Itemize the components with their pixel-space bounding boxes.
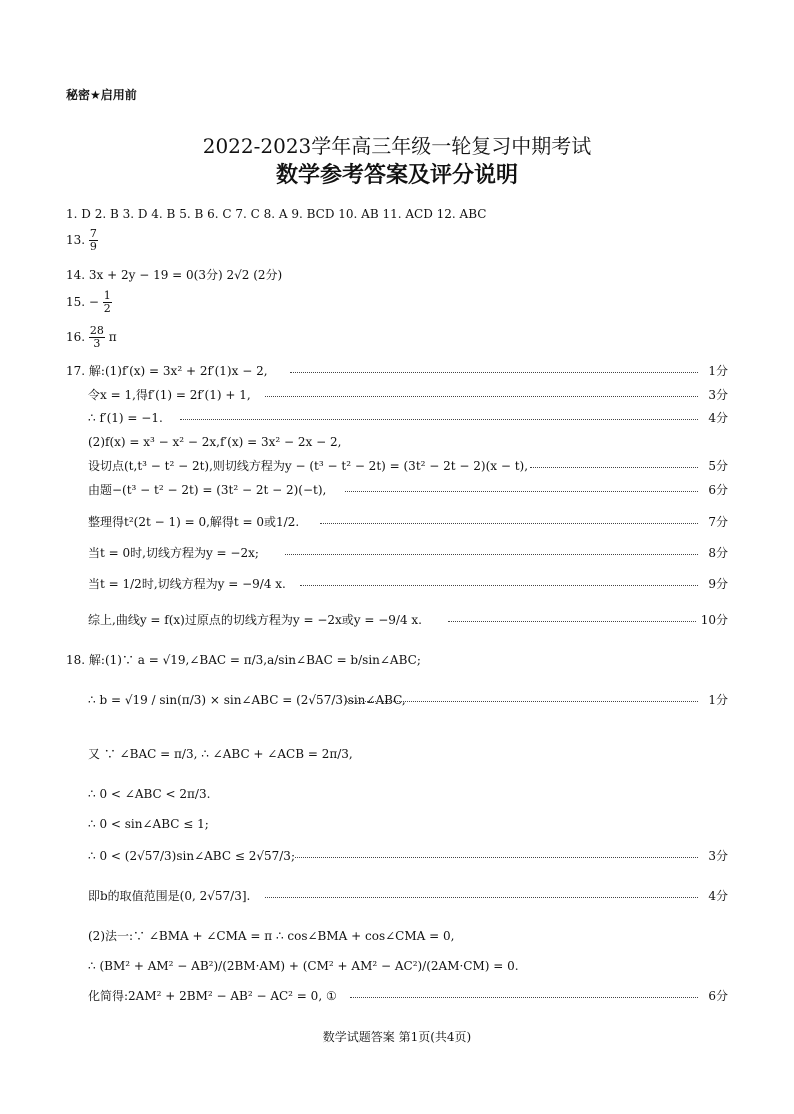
solution-17-line: 当t = 1/2时,切线方程为y = −9/4 x. 9分 — [88, 577, 728, 591]
leader-dots — [350, 997, 698, 998]
leader-dots — [285, 554, 698, 555]
solution-18-line: ∴ 0 < ∠ABC < 2π/3. — [0, 786, 794, 804]
solution-18-line: ∴ (BM² + AM² − AB²)/(2BM·AM) + (CM² + AM² − AC²)/(2AM·CM) = 0. — [0, 958, 794, 976]
solution-18-line: 即b的取值范围是(0, 2√57/3]. 4分 — [88, 889, 728, 903]
solution-18-line: 18. 解:(1)∵ a = √19,∠BAC = π/3,a/sin∠BAC = b/sin∠ABC; — [0, 652, 794, 670]
answer-16-fraction: $\frac{28}{3}$ — [89, 324, 104, 350]
answer-14: 14. 3x + 2y − 19 = 0(3分) 2√2 (2分) — [66, 268, 283, 282]
leader-dots — [345, 491, 698, 492]
solution-18-line: 化简得:2AM² + 2BM² − AB² − AC² = 0, ① 6分 — [88, 989, 728, 1003]
solution-17-line: 令x = 1,得f′(1) = 2f′(1) + 1, 3分 — [88, 388, 728, 402]
solution-17-line: 由题−(t³ − t² − 2t) = (3t² − 2t − 2)(−t), 6分 — [88, 483, 728, 497]
solution-18-line: (2)法一:∵ ∠BMA + ∠CMA = π ∴ cos∠BMA + cos∠CMA = 0, — [0, 928, 794, 946]
answer-key-title: 数学参考答案及评分说明 — [275, 163, 518, 188]
solution-17-line: 17. 解:(1)f′(x) = 3x² + 2f′(1)x − 2, 1分 — [66, 364, 728, 378]
leader-dots — [530, 467, 698, 468]
solution-18-line: ∴ 0 < sin∠ABC ≤ 1; — [0, 816, 794, 834]
solution-17-line: (2)f(x) = x³ − x² − 2x,f′(x) = 3x² − 2x − 2, — [0, 434, 794, 452]
solution-17-line: ∴ f′(1) = −1. 4分 — [88, 411, 728, 425]
answer-13-fraction: $\frac{7}{9}$ — [89, 227, 97, 253]
leader-dots — [290, 372, 698, 373]
answer-16: 16. $\frac{28}{3}$ π — [66, 324, 117, 350]
solution-18-line: 又 ∵ ∠BAC = π/3, ∴ ∠ABC + ∠ACB = 2π/3, — [0, 746, 794, 764]
page-footer: 数学试题答案 第1页(共4页) — [322, 1030, 472, 1044]
solution-18-line: ∴ b = √19 / sin(π/3) × sin∠ABC = (2√57/3)sin∠ABC, 1分 — [88, 693, 728, 707]
solution-17-line: 整理得t²(2t − 1) = 0,解得t = 0或1/2. 7分 — [88, 515, 728, 529]
solution-17-line: 设切点(t,t³ − t² − 2t),则切线方程为y − (t³ − t² − 2t) = (3t² − 2t − 2)(x − t), 5分 — [88, 459, 728, 473]
leader-dots — [295, 857, 698, 858]
solution-18-line: ∴ 0 < (2√57/3)sin∠ABC ≤ 2√57/3; 3分 — [88, 849, 728, 863]
answer-13: 13. $\frac{7}{9}$ — [66, 227, 97, 253]
secret-label: 秘密★启用前 — [66, 88, 137, 102]
leader-dots — [180, 419, 698, 420]
leader-dots — [320, 523, 698, 524]
answer-15-fraction: $\frac{1}{2}$ — [103, 289, 111, 315]
answer-15: 15. − $\frac{1}{2}$ — [66, 289, 111, 315]
exam-title: 2022-2023学年高三年级一轮复习中期考试 — [202, 134, 592, 158]
solution-17-line: 当t = 0时,切线方程为y = −2x; 8分 — [88, 546, 728, 560]
leader-dots — [265, 897, 698, 898]
leader-dots — [265, 396, 698, 397]
leader-dots — [345, 701, 698, 702]
leader-dots — [448, 621, 698, 622]
solution-17-line: 综上,曲线y = f(x)过原点的切线方程为y = −2x或y = −9/4 x. 10分 — [88, 613, 728, 627]
leader-dots — [300, 585, 698, 586]
choice-answers: 1. D 2. B 3. D 4. B 5. B 6. C 7. C 8. A 9. BCD 10. AB 11. ACD 12. ABC — [66, 207, 487, 221]
